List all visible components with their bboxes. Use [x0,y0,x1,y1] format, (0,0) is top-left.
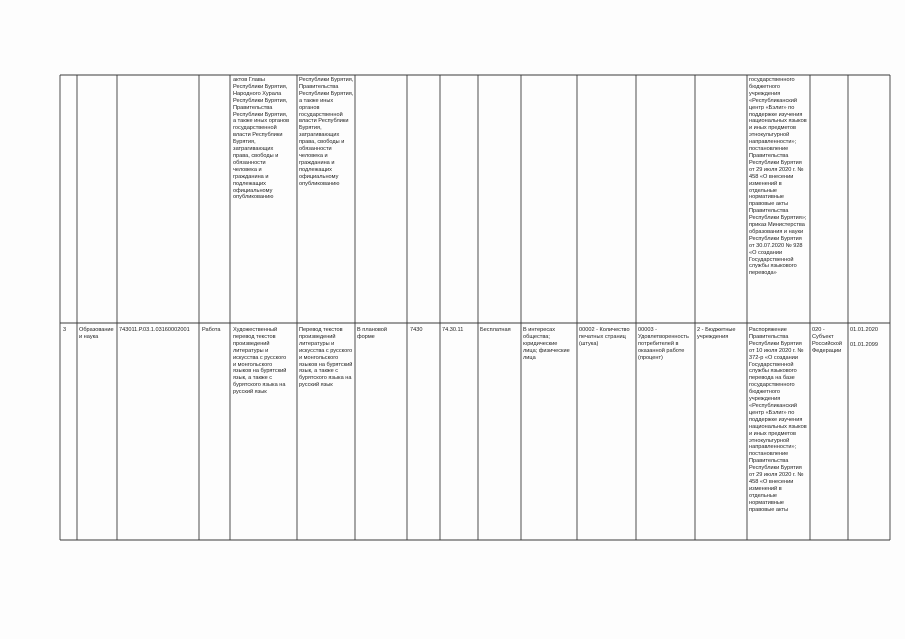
cell-legal-basis-continued: государственного бюджетного учреждения «Республиканский центр «Бэлиг» по поддержке изучения национальных языков и иных предметов этнокультурной направленности»; постановление Правительства Республики Бурятия от 29 июля 2020 г. № 458 «О внесении изменений в отдельные нормативные правовые акты Правительства Республики Бурятия»; приказ Министерства образования и науки Республики Бурятия от 30.07.2020 № 928 «О создании Государственной службы языкового перевода» [749,77,807,277]
cell-sphere: Образование и наука [79,327,114,340]
cell-row-number: 3 [63,327,67,333]
cell-volume-indicator: 00002 - Количество печатных страниц (штука) [579,327,630,347]
date-start: 01.01.2020 [850,327,878,333]
cell-level: 020 - Субъект Российской Федерации [812,327,842,354]
cell-institution-type: 2 - Бюджетные учреждения [697,327,736,340]
cell-code: 7430 [410,327,423,333]
cell-legal-basis: Распоряжение Правительства Республики Бурятия от 10 июля 2020 г. № 372-р «О создании Государственной службы языкового перевода на базе государственного бюджетного учреждения «Республиканский центр «Бэлиг» по поддержке изучения национальных языков и иных предметов этнокультурной направленности»; постановление Правительства Республики Бурятия от 29 июля 2020 г. № 458 «О внесении изменений в отдельные нормативные правовые акты [749,327,807,513]
cell-name-continued: актов Главы Республики Бурятия, Народного Хурала Республики Бурятия, Правительства Республики Бурятия, а также иных органов государственной власти Республики Бурятия, затрагивающих права, свободы и обязанности человека и гражданина и подлежащих официальному опубликованию [233,77,290,201]
cell-form: В плановой форме [357,327,388,340]
cell-consumers: В интересах общества; юридические лица; физические лица [523,327,570,361]
date-end: 01.01.2099 [850,341,878,348]
cell-quality-indicator: 00003 - Удовлетворенность потребителей в оказанной работе (процент) [638,327,689,361]
cell-content: Перевод текстов произведений литературы и искусства с русского и монгольского языков на бурятский язык, а также с бурятского языка на русский язык [299,327,353,389]
cell-name: Художественный перевод текстов произведений литературы и искусства с русского и монгольского языков на бурятский язык, а также с бурятского языка на русский язык [233,327,287,396]
cell-payment: Бесплатная [480,327,511,333]
cell-registry-code: 743011.Р.03.1.03160002001 [119,327,190,333]
cell-kind: Работа [202,327,221,333]
cell-dates [850,327,888,349]
cell-okved: 74.30.11 [442,327,464,333]
cell-content-continued: Республики Бурятия, Правительства Республики Бурятия, а также иных органов государственной власти Республики Бурятия, затрагивающих права, свободы и обязанности человека и гражданина и подлежащих официальному опубликованию [299,77,354,187]
